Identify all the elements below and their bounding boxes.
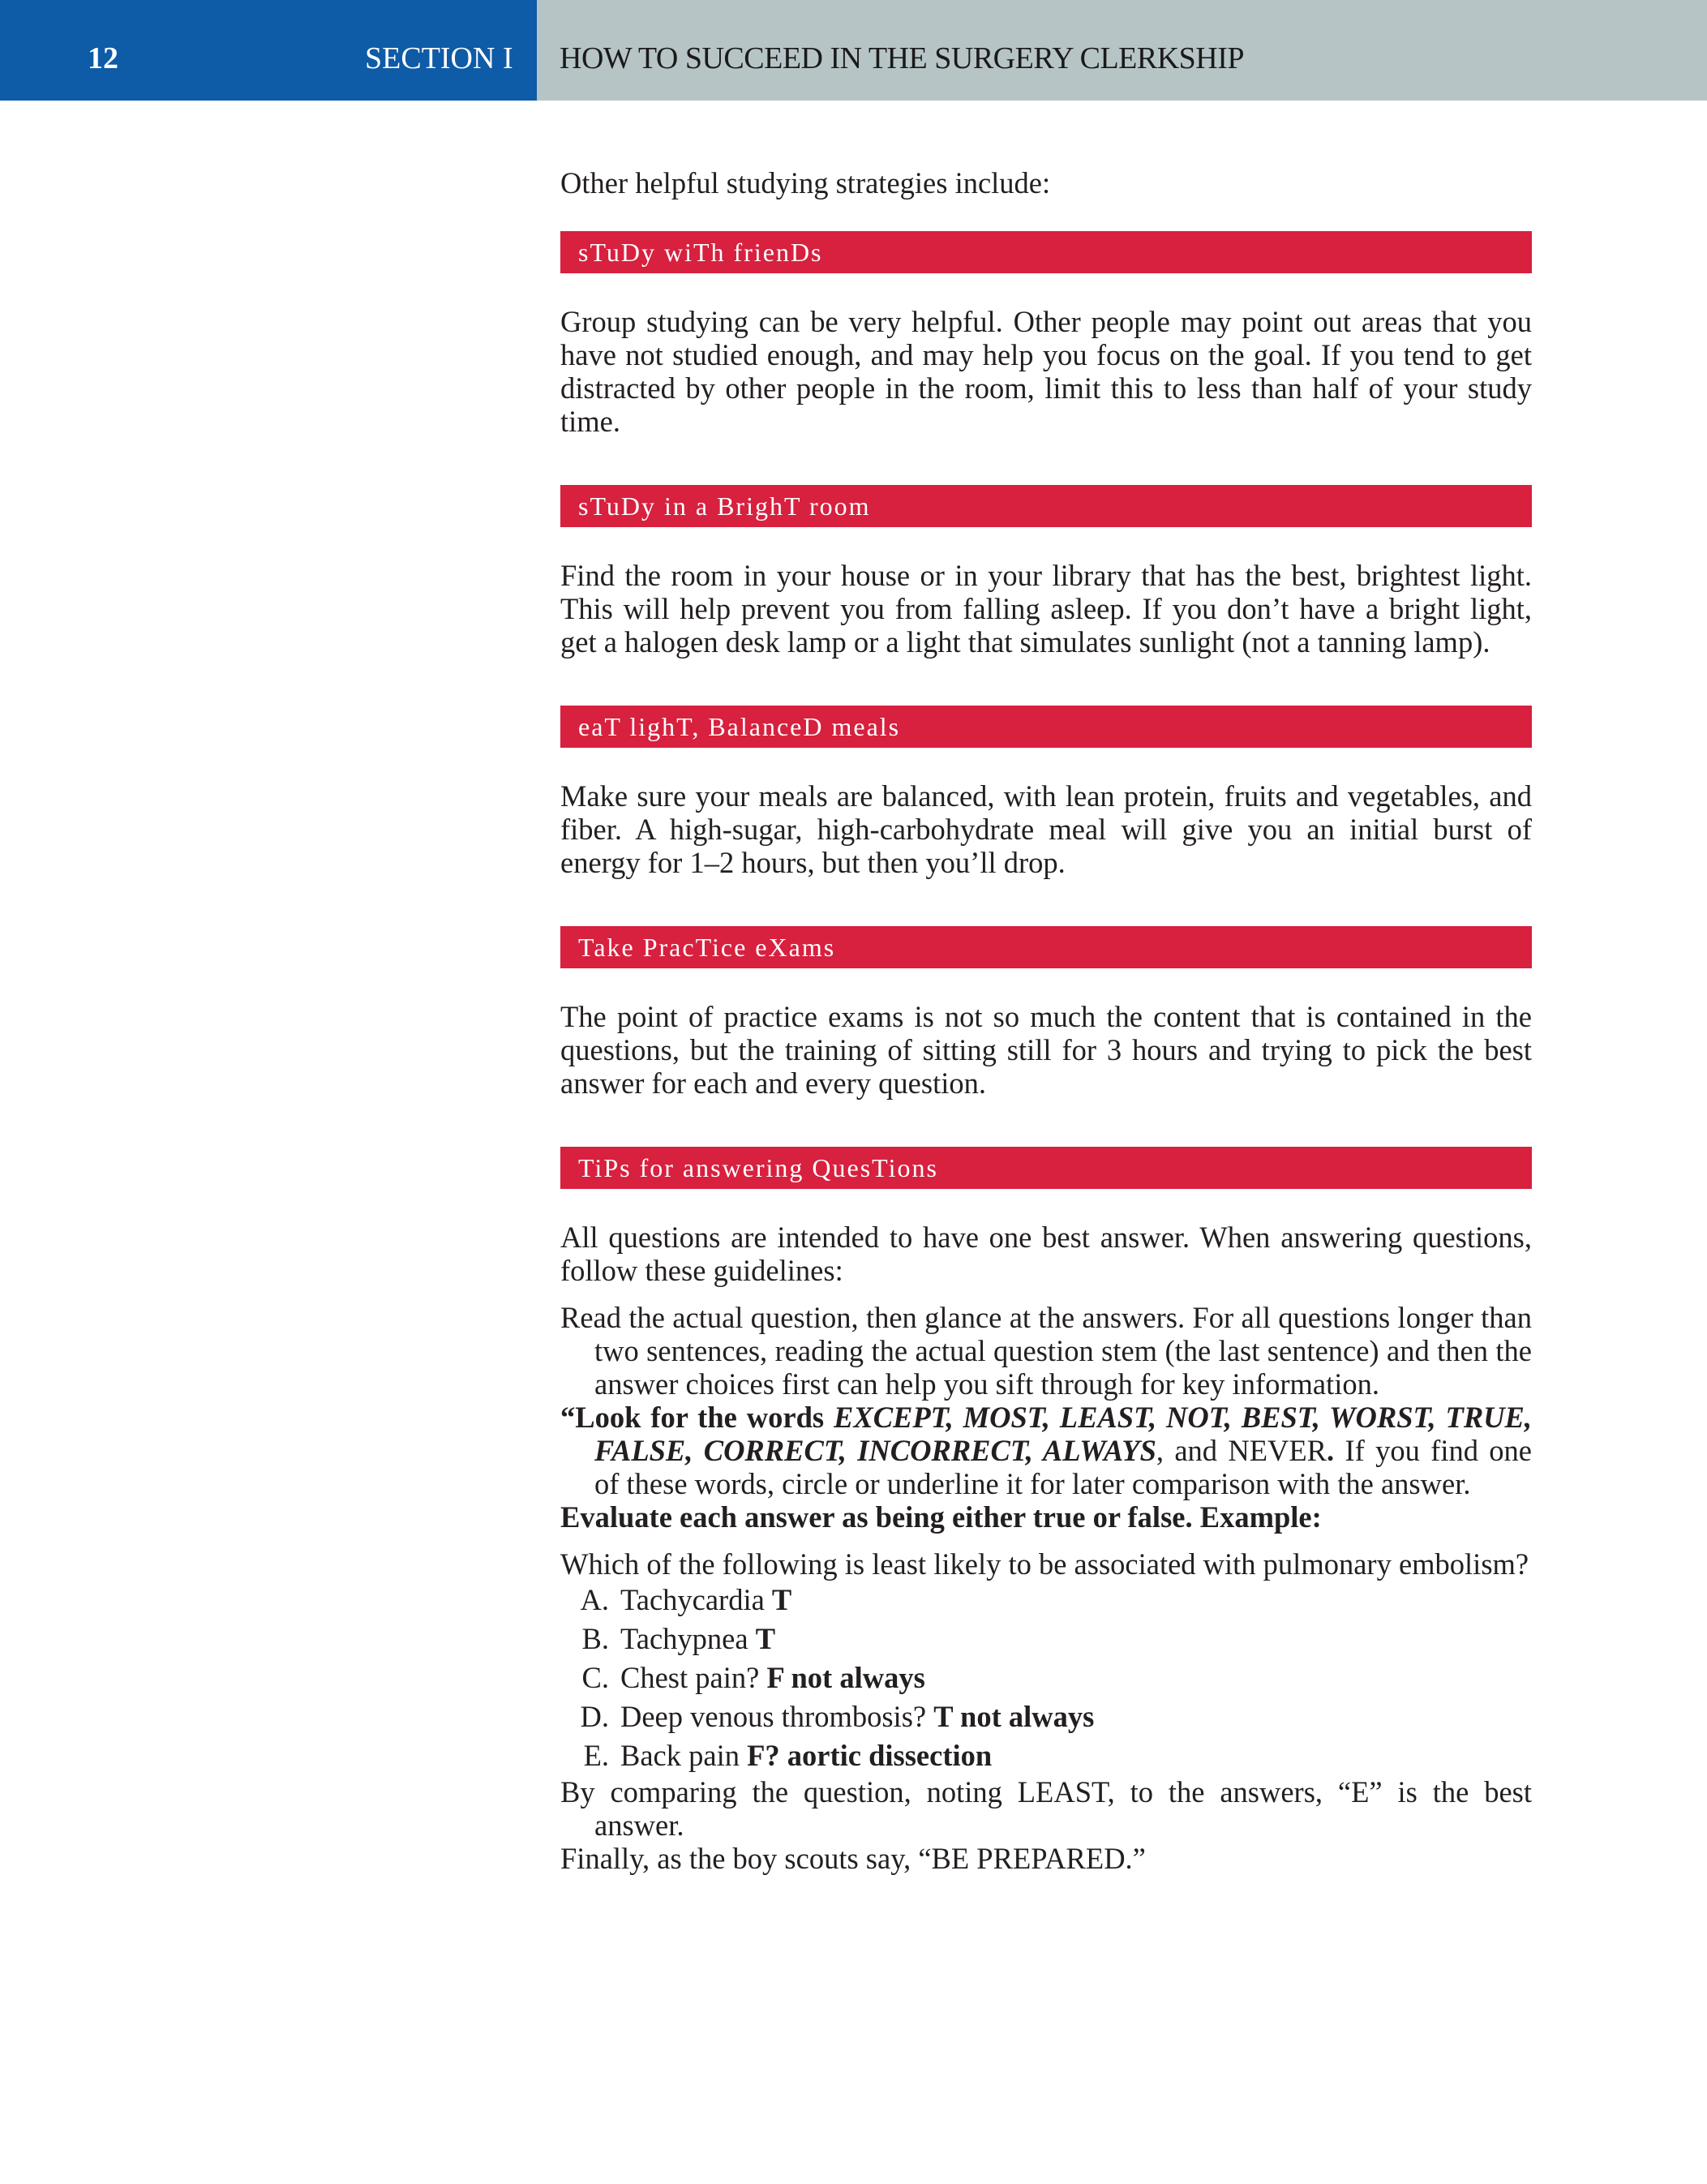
answer-option	[560, 1658, 1532, 1697]
section-text-study-with-friends: Group studying can be very helpful. Other people may point out areas that you have not studied enough, and may help you focus on the goal. If you tend to get distracted by other people in the room, limit this to less than half of your study time.	[560, 305, 1532, 438]
answer-mark: F not always	[766, 1661, 925, 1694]
answer-list	[560, 1581, 1532, 1775]
example-conclusion: By comparing the question, noting LEAST, to the answers, “E” is the best answer.	[560, 1775, 1532, 1842]
tip-look-lead: “Look for the words	[560, 1401, 834, 1434]
section-heading-study-with-friends: sTuDy wiTh frienDs	[560, 231, 1532, 273]
answer-letter: E.	[583, 1739, 609, 1772]
answer-text: Back pain	[620, 1739, 748, 1772]
section-heading-bright-room: sTuDy in a BrighT room	[560, 485, 1532, 527]
page-content	[560, 166, 1532, 1875]
answer-text: Deep venous thrombosis?	[620, 1700, 934, 1733]
running-title: HOW TO SUCCEED IN THE SURGERY CLERKSHIP	[560, 41, 1245, 75]
answer-letter: D.	[580, 1700, 609, 1733]
page-number: 12	[88, 41, 118, 75]
tips-intro: All questions are intended to have one best answer. When answering questions, follow these guidelines:	[560, 1221, 1532, 1287]
answer-option	[560, 1736, 1532, 1775]
answer-letter: B.	[581, 1622, 609, 1655]
answer-mark: F? aortic dissection	[747, 1739, 993, 1772]
tip-evaluate	[560, 1500, 1532, 1534]
answer-text: Tachycardia	[620, 1583, 772, 1616]
section-text-practice-exams: The point of practice exams is not so much the content that is contained in the questions, but the training of sitting still for 3 hours and trying to pick the best answer for each and every question.	[560, 1000, 1532, 1100]
tip-look-tail: If you find one of these words, circle or underline it for later comparison with the answer.	[594, 1434, 1533, 1500]
answer-mark: T	[771, 1583, 792, 1616]
tip-evaluate-text: Evaluate each answer as being either true or false. Example:	[560, 1500, 1322, 1534]
example-question: Which of the following is least likely to be associated with pulmonary embolism?	[560, 1547, 1529, 1581]
intro-text: Other helpful studying strategies include:	[560, 166, 1051, 200]
answer-option	[560, 1581, 1532, 1620]
answer-text: Chest pain?	[620, 1661, 767, 1694]
section-heading-balanced-meals: eaT lighT, BalanceD meals	[560, 706, 1532, 748]
tip-read-question: Read the actual question, then glance at the answers. For all questions longer than two sentences, reading the actual question stem (the last sentence) and then the answer choices first can help you sift through for key information.	[560, 1301, 1532, 1401]
section-heading-tips: TiPs for answering QuesTions	[560, 1147, 1532, 1189]
section-text-balanced-meals: Make sure your meals are balanced, with lean protein, fruits and vegetables, and fiber. A high-sugar, high-carbohydrate meal will give you an initial burst of energy for 1–2 hours, but then you’ll drop.	[560, 779, 1532, 879]
answer-option	[560, 1697, 1532, 1736]
answer-letter: C.	[581, 1661, 609, 1694]
tip-keyword-never: , and NEVER	[1156, 1434, 1327, 1467]
tip-look-for-words	[560, 1401, 1532, 1500]
answer-mark: T	[755, 1622, 776, 1655]
tip-keyword-dot: .	[1327, 1434, 1335, 1467]
tip-keywords: EXCEPT, MOST, LEAST, NOT, BEST, WORST, TRUE, FALSE, CORRECT, INCORRECT, ALWAYS	[594, 1401, 1532, 1467]
answer-mark: T not always	[933, 1700, 1095, 1733]
section-label: SECTION I	[365, 41, 513, 75]
answer-option	[560, 1620, 1532, 1658]
answer-letter: A.	[580, 1583, 609, 1616]
closing-line: Finally, as the boy scouts say, “BE PREPARED.”	[560, 1842, 1146, 1875]
section-text-bright-room: Find the room in your house or in your library that has the best, brightest light. This will help prevent you from falling asleep. If you don’t have a bright light, get a halogen desk lamp or a light that simulates sunlight (not a tanning lamp).	[560, 559, 1532, 659]
section-heading-practice-exams: Take PracTice eXams	[560, 926, 1532, 968]
answer-text: Tachypnea	[620, 1622, 756, 1655]
